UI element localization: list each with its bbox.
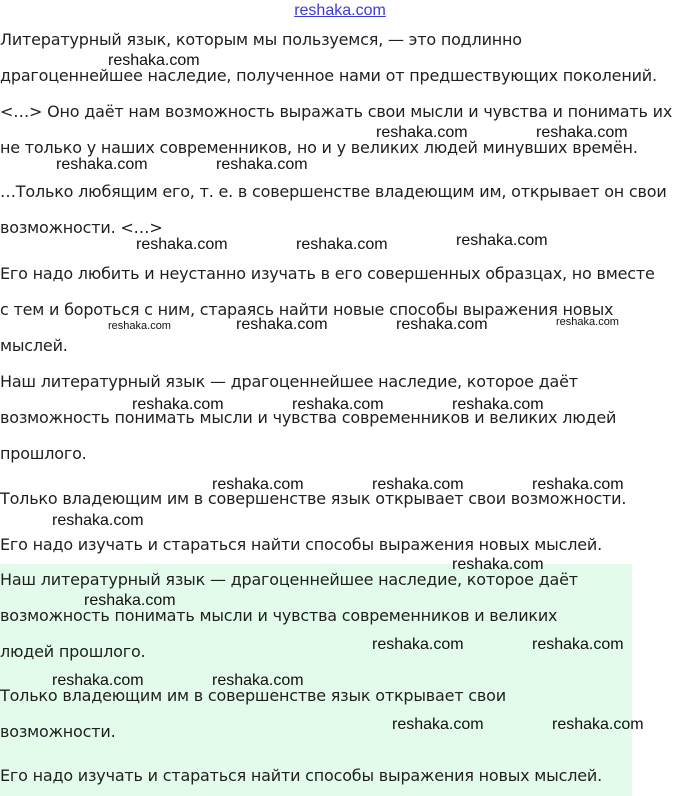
watermark: reshaka.com bbox=[532, 636, 624, 653]
watermark: reshaka.com bbox=[536, 124, 628, 141]
watermark: reshaka.com bbox=[52, 672, 144, 689]
watermark: reshaka.com bbox=[456, 232, 548, 249]
paragraph bbox=[0, 364, 680, 472]
text-line: возможности. bbox=[0, 722, 116, 741]
paragraph bbox=[0, 22, 680, 166]
watermark: reshaka.com bbox=[236, 316, 328, 333]
watermark: reshaka.com bbox=[556, 316, 619, 328]
watermark: reshaka.com bbox=[452, 556, 544, 573]
text-line: Наш литературный язык — драгоценнейшее наследие, которое даёт bbox=[0, 570, 578, 589]
watermark: reshaka.com bbox=[376, 124, 468, 141]
watermark: reshaka.com bbox=[296, 236, 388, 253]
watermark: reshaka.com bbox=[216, 156, 308, 173]
text-line: Его надо изучать и стараться найти способы выражения новых мыслей. bbox=[0, 535, 602, 554]
watermark: reshaka.com bbox=[532, 476, 624, 493]
watermark: reshaka.com bbox=[372, 476, 464, 493]
watermark: reshaka.com bbox=[52, 512, 144, 529]
watermark: reshaka.com bbox=[212, 476, 304, 493]
watermark: reshaka.com bbox=[292, 396, 384, 413]
text-line: …Только любящим его, т. е. в совершенстве владеющим им, открывает он свои bbox=[0, 182, 667, 201]
watermark: reshaka.com bbox=[84, 592, 176, 609]
watermark: reshaka.com bbox=[396, 316, 488, 333]
text-line: возможность понимать мысли и чувства современников и великих bbox=[0, 606, 558, 625]
watermark: reshaka.com bbox=[108, 52, 200, 69]
site-link[interactable]: reshaka.com bbox=[294, 2, 386, 19]
watermark: reshaka.com bbox=[136, 236, 228, 253]
text-line: прошлого. bbox=[0, 444, 87, 463]
watermark: reshaka.com bbox=[372, 636, 464, 653]
watermark: reshaka.com bbox=[212, 672, 304, 689]
paragraph bbox=[0, 256, 680, 364]
text-line: Только владеющим им в совершенстве язык открывает свои bbox=[0, 686, 506, 705]
watermark: reshaka.com bbox=[132, 396, 224, 413]
text-line: не только у наших современников, но и у великих людей минувших времён. bbox=[0, 138, 638, 157]
text-line: с тем и бороться с ним, стараясь найти новые способы выражения новых bbox=[0, 300, 614, 319]
watermark: reshaka.com bbox=[108, 320, 171, 332]
text-line: Наш литературный язык — драгоценнейшее наследие, которое даёт bbox=[0, 372, 578, 391]
text-line: Его надо любить и неустанно изучать в его совершенных образцах, но вместе bbox=[0, 264, 655, 283]
text-line: возможность понимать мысли и чувства современников и великих людей bbox=[0, 408, 617, 427]
text-line: <…> Оно даёт нам возможность выражать свои мысли и чувства и понимать их bbox=[0, 102, 673, 121]
watermark: reshaka.com bbox=[452, 396, 544, 413]
text-line: мыслей. bbox=[0, 336, 68, 355]
text-line: людей прошлого. bbox=[0, 642, 146, 661]
text-line: Его надо изучать и стараться найти способы выражения новых мыслей. bbox=[0, 766, 602, 785]
watermark: reshaka.com bbox=[552, 716, 644, 733]
watermark: reshaka.com bbox=[392, 716, 484, 733]
paragraph bbox=[0, 758, 680, 794]
text-line: драгоценнейшее наследие, полученное нами от предшествующих поколений. bbox=[0, 66, 657, 85]
text-line: Только владеющим им в совершенстве язык открывает свои возможности. bbox=[0, 489, 627, 508]
text-line: Литературный язык, которым мы пользуемся, — это подлинно bbox=[0, 30, 522, 49]
watermark: reshaka.com bbox=[56, 156, 148, 173]
text-line: возможности. <…> bbox=[0, 218, 163, 237]
